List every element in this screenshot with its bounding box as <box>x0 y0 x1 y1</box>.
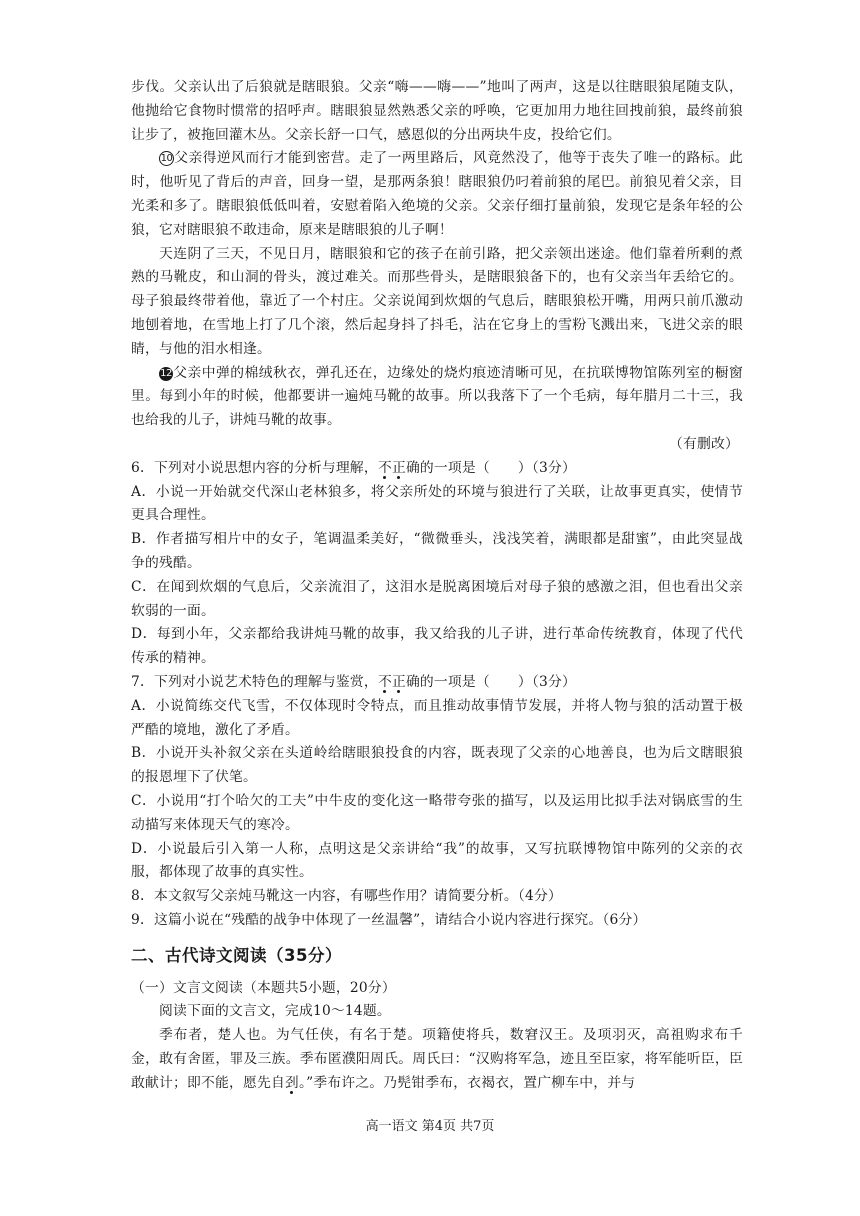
question-7-stem: 7．下列对小说艺术特色的理解与鉴赏，不正确的一项是（ ）（3分） <box>131 673 576 690</box>
story-paragraph-continued: 步伐。父亲认出了后狼就是瞎眼狼。父亲“嗨——嗨——”地叫了两声，这是以往瞎眼狼尾随支队，他抛给它食物时惯常的招呼声。瞎眼狼显然熟悉父亲的呼唤，它更加用力地往回拽前狼，最终前狼让步了，被拖回灌木丛。父亲长舒一口气，感恩似的分出两块牛皮，投给它们。 <box>131 79 743 143</box>
question-6-option-b: B．作者描写相片中的女子，笔调温柔美好，“微微垂头，浅浅笑着，满眼都是甜蜜”，由此突显战争的残酷。 <box>131 531 743 571</box>
question-7-option-c: C．小说用“打个哈欠的工夫”中牛皮的变化这一略带夸张的描写，以及运用比拟手法对锅底雪的生动描写来体现天气的寒冷。 <box>131 792 743 833</box>
paragraph-number-10: 10 <box>160 153 173 165</box>
question-9: 9．这篇小说在“残酷的战争中体现了一丝温馨”，请结合小说内容进行探究。（6分） <box>131 911 647 928</box>
emphasis-dot-char: 刭 <box>284 1074 299 1091</box>
subsection-heading: （一）文言文阅读（本题共5小题，20分） <box>131 979 396 996</box>
page-content <box>131 76 743 1096</box>
emphasis-dot-char: 正 <box>391 459 406 476</box>
story-paragraph-12: 12父亲中弹的棉绒秋衣，弹孔还在，边缘处的烧灼痕迹清晰可见，在抗联博物馆陈列室的橱窗里。每到小年的时候，他都要讲一遍炖马靴的故事。所以我落下了一个毛病，每年腊月二十三，我也给我的儿子，讲炖马靴的故事。 <box>131 364 743 429</box>
classical-text-paragraph: 季布者，楚人也。为气任侠，有名于楚。项籍使将兵，数窘汉王。及项羽灭，高祖购求布千金，敢有舍匿，罪及三族。季布匿濮阳周氏。周氏曰：“汉购将军急，迹且至臣家，将军能听臣，臣敢献计；即不能，愿先自刭。”季布许之。乃髡钳季布，衣褐衣，置广柳车中，并与 <box>131 1027 743 1091</box>
question-6-option-a: A．小说一开始就交代深山老林狼多，将父亲所处的环境与狼进行了关联，让故事更真实，使情节更具合理性。 <box>131 483 743 524</box>
story-paragraph-10: 10 父亲得逆风而行才能到密营。走了一两里路后，风竟然没了，他等于丧失了唯一的路标。此时，他听见了背后的声音，回身一望，是那两条狼！瞎眼狼仍叼着前狼的尾巴。前狼见着父亲，目光柔和多了。瞎眼狼低低叫着，安慰着陷入绝境的父亲。父亲仔细打量前狼，发现它是条年轻的公狼，它对瞎眼狼不敢违命，原来是瞎眼狼的儿子啊！ <box>131 150 743 238</box>
question-7-option-d: D．小说最后引入第一人称，点明这是父亲讲给“我”的故事，又写抗联博物馆中陈列的父亲的衣服，都体现了故事的真实性。 <box>131 840 743 881</box>
section-heading: 二、古代诗文阅读（35分） <box>131 945 342 965</box>
reading-instruction: 阅读下面的文言文，完成10～14题。 <box>159 1003 391 1020</box>
emphasis-dot-char: 不 <box>377 673 392 690</box>
question-6-stem: 6．下列对小说思想内容的分析与理解，不正确的一项是（ ）（3分） <box>131 459 576 476</box>
paragraph-number-12: 12 <box>160 367 172 379</box>
emphasis-dot-char: 不 <box>377 459 392 476</box>
story-paragraph-11: 天连阴了三天，不见日月，瞎眼狼和它的孩子在前引路，把父亲领出迷途。他们靠着所剩的煮熟的马靴皮，和山洞的骨头，渡过难关。而那些骨头，是瞎眼狼备下的，也有父亲当年丢给它的。母子狼最终带着他，靠近了一个村庄。父亲说闻到炊烟的气息后，瞎眼狼松开嘴，用两只前爪激动地刨着地，在雪地上打了几个滚，然后起身抖了抖毛，沾在它身上的雪粉飞溅出来，飞进父亲的眼睛，与他的泪水相逢。 <box>131 245 743 357</box>
question-7-option-b: B．小说开头补叙父亲在头道岭给瞎眼狼投食的内容，既表现了父亲的心地善良，也为后文瞎眼狼的报恩埋下了伏笔。 <box>131 745 743 786</box>
question-7-option-a: A．小说简练交代飞雪，不仅体现时令特点，而且推动故事情节发展，并将人物与狼的活动置于极严酷的境地，激化了矛盾。 <box>131 697 743 738</box>
question-6-option-d: D．每到小年，父亲都给我讲炖马靴的故事，我又给我的儿子讲，进行革命传统教育，体现了代代传承的精神。 <box>131 626 743 667</box>
adaptation-note: （有删改） <box>669 435 739 452</box>
question-8: 8．本文叙写父亲炖马靴这一内容，有哪些作用？请简要分析。（4分） <box>131 888 562 905</box>
emphasis-dot-char: 正 <box>391 673 406 690</box>
question-6-option-c: C．在闻到炊烟的气息后，父亲流泪了，这泪水是脱离困境后对母子狼的感激之泪，但也看出父亲软弱的一面。 <box>131 578 743 619</box>
page-footer: 高一语文 第4页 共7页 <box>365 1119 495 1134</box>
